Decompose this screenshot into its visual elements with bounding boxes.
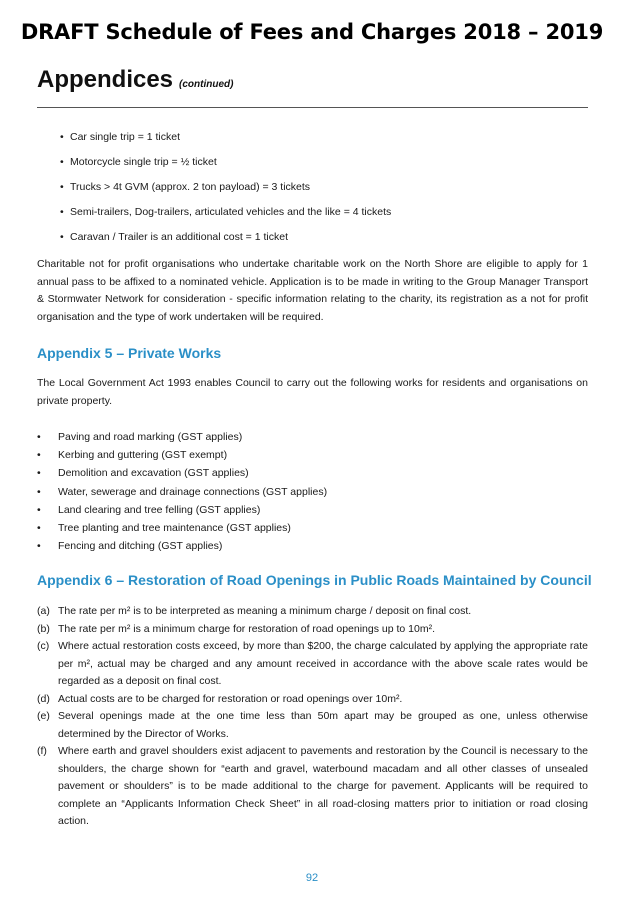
list-item-text: Demolition and excavation (GST applies) (58, 467, 249, 480)
list-item: • Fencing and ditching (GST applies) (37, 540, 223, 553)
charity-paragraph: Charitable not for profit organisations who undertake charitable work on the North Shore are eligible to apply for 1 annual pass to be affixed to a nominated vehicle. Application is to be made in writing to the Group Manager Transport & Stormwater Network for consideration - specific information relating to the charity, its registration as a not for profit organisation and the type of work undertaken will be required. (37, 258, 588, 323)
list-item: • Land clearing and tree felling (GST applies) (37, 503, 261, 516)
list-item: • Demolition and excavation (GST applies) (37, 467, 249, 480)
list-item-text: Kerbing and guttering (GST exempt) (58, 449, 228, 462)
list-item (37, 621, 588, 639)
list-item: • Paving and road marking (GST applies) (37, 431, 243, 443)
section-heading (37, 66, 233, 94)
list-item-text: Water, sewerage and drainage connections (GST applies) (58, 485, 328, 498)
list-item (37, 638, 588, 691)
list-item-text: Caravan / Trailer is an additional cost = 1 ticket (70, 231, 288, 243)
list-item-text: Where actual restoration costs exceed, by more than $200, the charge calculated by applying the appropriate rate per m², actual may be charged and any amount received in accordance with the above scale rates would be regarded as a deposit on final cost. (58, 640, 588, 687)
list-item (37, 708, 588, 743)
list-item: • Tree planting and tree maintenance (GST applies) (37, 521, 291, 534)
heading-divider (37, 107, 588, 108)
list-item-label: (b) (37, 622, 50, 635)
ticket-list (60, 130, 391, 255)
list-item-text: Actual costs are to be charged for restoration or road openings over 10m². (58, 692, 403, 705)
list-item-text: Tree planting and tree maintenance (GST applies) (58, 521, 291, 534)
list-item: • Caravan / Trailer is an additional cost = 1 ticket (60, 231, 288, 243)
appendix5-intro: The Local Government Act 1993 enables Council to carry out the following works for residents and organisations on private property. (37, 377, 588, 407)
list-item-text: Car single trip = 1 ticket (70, 131, 181, 143)
list-item: • Semi-trailers, Dog-trailers, articulated vehicles and the like = 4 tickets (60, 206, 392, 218)
list-item: • Kerbing and guttering (GST exempt) (37, 449, 228, 462)
list-item-text: Paving and road marking (GST applies) (58, 431, 243, 443)
restoration-list (37, 603, 588, 831)
list-item-text: Semi-trailers, Dog-trailers, articulated vehicles and the like = 4 tickets (70, 206, 392, 218)
list-item-label: (a) (37, 605, 50, 617)
list-item-text: The rate per m² is a minimum charge for restoration of road openings up to 10m². (58, 622, 436, 635)
page-number: 92 (305, 872, 319, 884)
list-item: • Car single trip = 1 ticket (60, 131, 181, 143)
list-item-text: The rate per m² is to be interpreted as meaning a minimum charge / deposit on final cost. (58, 605, 472, 617)
list-item-label: (c) (37, 640, 50, 652)
list-item (37, 691, 588, 709)
list-item (37, 603, 588, 621)
list-item-label: (d) (37, 692, 50, 705)
section-note: (continued) (179, 79, 234, 90)
list-item-text: Fencing and ditching (GST applies) (58, 540, 223, 553)
list-item-text: Motorcycle single trip = ½ ticket (70, 156, 217, 168)
list-item-label: (e) (37, 710, 50, 722)
list-item: • Water, sewerage and drainage connections (GST applies) (37, 485, 328, 498)
section-title: Appendices (37, 66, 174, 93)
list-item-text: Land clearing and tree felling (GST applies) (58, 503, 261, 516)
list-item: • Trucks > 4t GVM (approx. 2 ton payload) = 3 tickets (60, 181, 311, 193)
list-item-label: (f) (37, 745, 47, 757)
list-item-text: Several openings made at the one time less than 50m apart may be grouped as one, unless otherwise determined by the Director of Works. (58, 710, 588, 740)
list-item: • Motorcycle single trip = ½ ticket (60, 156, 217, 168)
appendix5-heading: Appendix 5 – Private Works (37, 345, 222, 361)
list-item (37, 743, 588, 831)
list-item-text: Where earth and gravel shoulders exist adjacent to pavements and restoration by the Council is necessary to the shoulders, the charge shown for “earth and gravel, waterbound macadam and all other classes of unsealed pavement or shoulders” is to be made additional to the charge for pavement. Applicants will be required to complete an “Applicants Information Check Sheet” in all road-closing matters prior to initiation or road closing action. (58, 745, 588, 827)
document-title: DRAFT Schedule of Fees and Charges 2018 – 2019 (20, 20, 604, 44)
list-item-text: Trucks > 4t GVM (approx. 2 ton payload) = 3 tickets (70, 181, 311, 193)
appendix6-heading: Appendix 6 – Restoration of Road Openings in Public Roads Maintained by Council (37, 572, 592, 588)
private-works-list (37, 430, 327, 557)
